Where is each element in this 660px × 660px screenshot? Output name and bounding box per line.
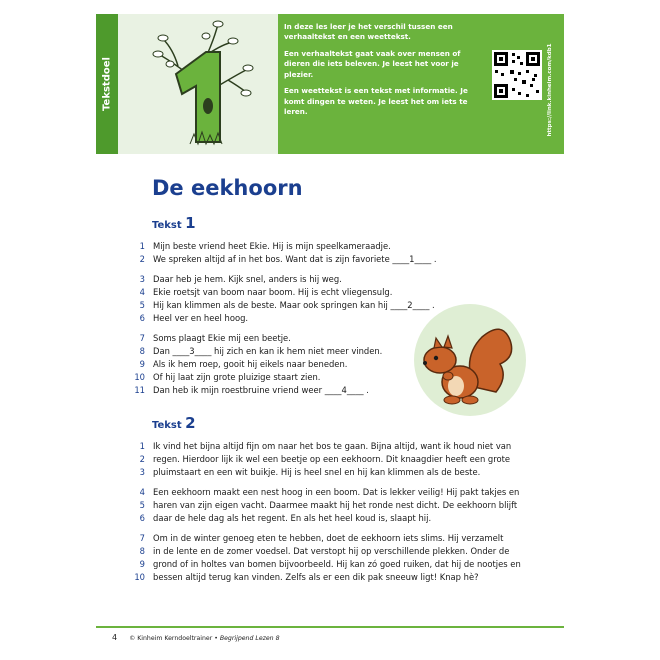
qr-code-icon [492,50,542,100]
link-text[interactable]: https://link.kinheim.com/kdb1 [547,43,553,137]
tekst-2-number: 2 [185,414,196,432]
footer-divider [96,626,564,628]
line-text: Ik vind het bijna altijd fijn om naar het bos te gaan. Bijna altijd, want ik houd niet van [153,441,512,451]
text-line [131,512,531,525]
line-number: 3 [139,274,145,284]
line-number: 6 [139,313,145,323]
line-text: Mijn beste vriend heet Ekie. Hij is mijn speelkameraadje. [153,241,391,251]
line-text: Dan ____3____ hij zich en kan ik hem niet meer vinden. [153,346,383,356]
tekst-1-label: Tekst [152,220,182,231]
text-line [131,499,531,512]
text-line [131,240,531,253]
squirrel-illustration [412,302,528,418]
text-line [131,466,531,479]
banner-text [284,22,484,124]
book-title: Begrijpend Lezen 8 [219,635,280,642]
line-text: bessen altijd terug kan vinden. Zelfs als er een dik pak sneeuw ligt! Knap hè? [153,572,479,582]
line-text: daar de hele dag als het regent. En als het heel koud is, slaapt hij. [153,513,432,523]
side-tab-label: Tekstdoel [101,57,113,111]
line-text: Soms plaagt Ekie mij een beetje. [153,333,291,343]
line-number: 2 [139,454,145,464]
line-number: 7 [139,533,145,543]
line-number: 10 [134,572,145,582]
publisher: © Kinheim Kerndoeltrainer • [129,635,218,642]
line-text: Hij kan klimmen als de beste. Maar ook springen kan hij ____2____ . [153,300,435,310]
lesson-illustration [118,14,278,154]
line-number: 5 [139,500,145,510]
side-tab [96,14,118,154]
line-number: 5 [139,300,145,310]
text-line [131,286,531,299]
line-number: 9 [139,359,145,369]
text-line [131,545,531,558]
squirrel-icon [412,302,528,418]
line-text: haren van zijn eigen vacht. Daarmee maakt hij het ronde nest dicht. De eekhoorn blijft [153,500,518,510]
qr-code[interactable] [492,50,542,100]
text-line [131,558,531,571]
line-number: 1 [139,441,145,451]
banner-verhaaltekst: Een verhaaltekst gaat vaak over mensen of dieren die iets beleven. Je leest het voor je plezier. [284,48,461,79]
line-text: Daar heb je hem. Kijk snel, anders is hij weg. [153,274,342,284]
tekst-2-heading [152,414,196,432]
line-number: 8 [139,546,145,556]
line-number: 2 [139,254,145,264]
tekst-1-number: 1 [185,214,196,232]
line-number: 4 [139,287,145,297]
line-text: Als ik hem roep, gooit hij eikels naar beneden. [153,359,348,369]
text-line [131,273,531,286]
line-text: pluimstaart en een wit buikje. Hij is heel snel en hij kan klimmen als de beste. [153,467,481,477]
tekst-2-body [131,440,531,584]
page-number: 4 [112,633,118,642]
tekst-1-heading [152,214,196,232]
line-number: 10 [134,372,145,382]
line-text: Dan heb ik mijn roestbruine vriend weer ____4____ . [153,385,369,395]
text-line [131,440,531,453]
line-number: 4 [139,487,145,497]
line-number: 8 [139,346,145,356]
line-text: Om in de winter genoeg eten te hebben, doet de eekhoorn iets slims. Hij verzamelt [153,533,504,543]
text-line [131,486,531,499]
text-line [131,253,531,266]
text-line [131,453,531,466]
page-title: De eekhoorn [152,176,303,200]
tree-number-icon [118,14,278,154]
line-text: Een eekhoorn maakt een nest hoog in een boom. Dat is lekker veilig! Hij pakt takjes en [153,487,520,497]
line-text: Ekie roetsjt van boom naar boom. Hij is echt vliegensulg. [153,287,393,297]
line-number: 7 [139,333,145,343]
link-vertical[interactable] [542,30,558,150]
line-number: 9 [139,559,145,569]
footer [112,633,280,642]
text-line [131,532,531,545]
tekst-2-label: Tekst [152,420,182,431]
line-text: regen. Hierdoor lijk ik wel een beetje op een eekhoorn. Dit knaagdier heeft een grote [153,454,511,464]
line-text: Heel ver en heel hoog. [153,313,249,323]
line-number: 1 [139,241,145,251]
text-line [131,571,531,584]
line-number: 11 [134,385,145,395]
line-text: grond of in holtes van bomen bijvoorbeeld. Hij kan zó goed ruiken, dat hij de nootjes en [153,559,521,569]
line-number: 6 [139,513,145,523]
line-text: We spreken altijd af in het bos. Want dat is zijn favoriete ____1____ . [153,254,437,264]
line-number: 3 [139,467,145,477]
banner-intro: In deze les leer je het verschil tussen een verhaaltekst en een weettekst. [284,22,453,42]
line-text: Of hij laat zijn grote pluizige staart zien. [153,372,321,382]
banner-weettekst: Een weettekst is een tekst met informatie. Je komt dingen te weten. Je leest het om iets te leren. [284,86,468,117]
line-text: in de lente en de zomer voedsel. Dat verstopt hij op verschillende plekken. Onder de [153,546,510,556]
